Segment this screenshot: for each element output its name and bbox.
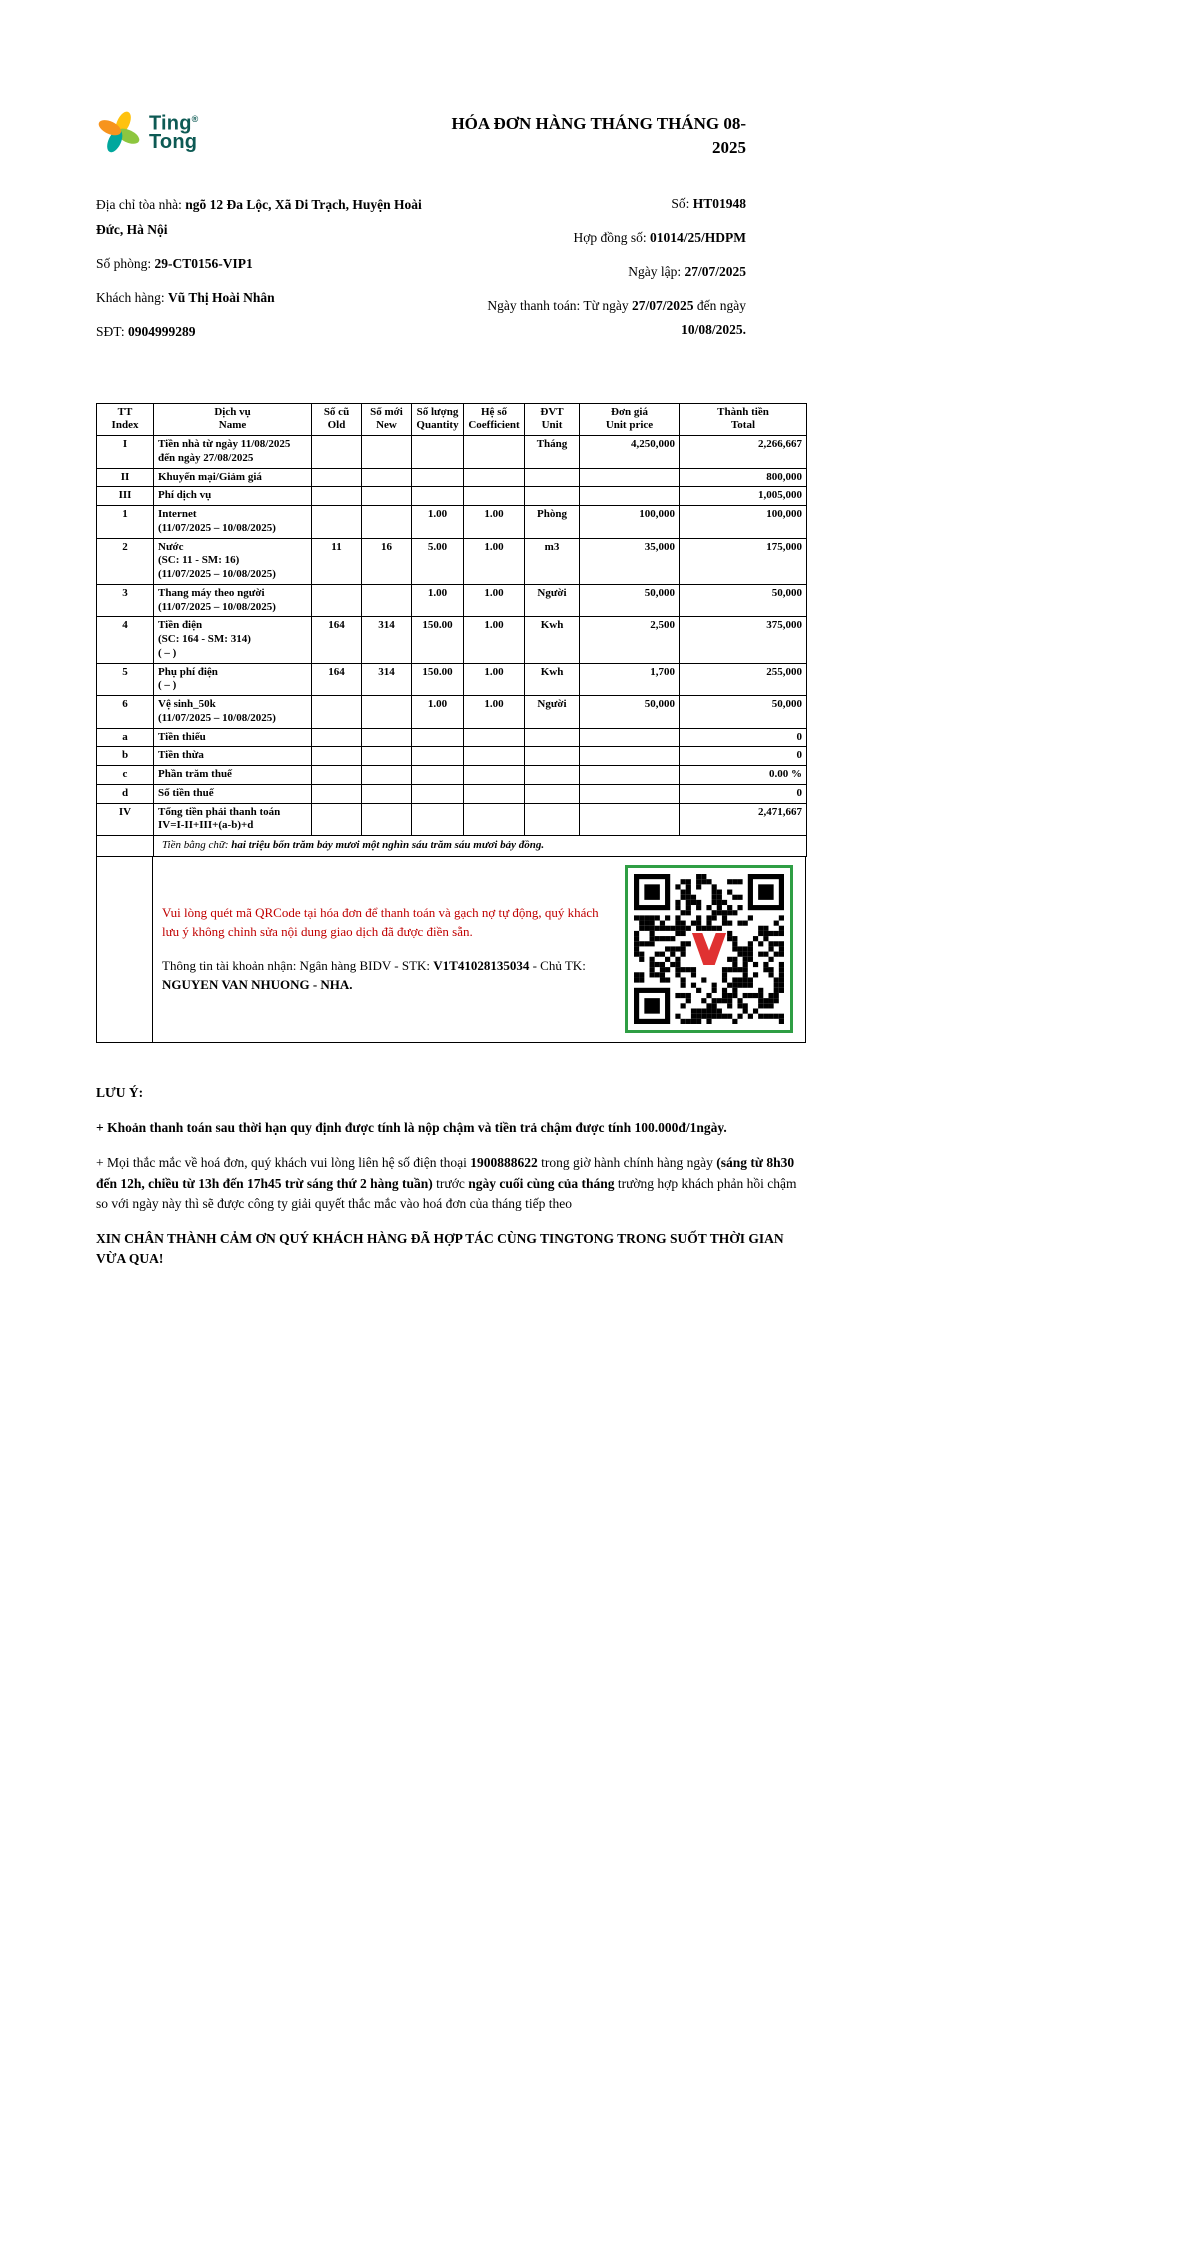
cell-old xyxy=(312,436,362,469)
payment-period: Ngày thanh toán: Từ ngày 27/07/2025 đến ngày 10/08/2025. xyxy=(487,297,746,337)
cell-unit: Người xyxy=(525,584,580,617)
invoice-row-1 xyxy=(97,506,807,539)
invoice-row-b xyxy=(97,747,807,766)
cell-index: 3 xyxy=(97,584,154,617)
cell-quantity xyxy=(412,803,464,836)
cell-total: 1,005,000 xyxy=(680,487,807,506)
cell-quantity: 1.00 xyxy=(412,696,464,729)
column-header: ĐVT Unit xyxy=(525,403,580,436)
column-header: Thành tiền Total xyxy=(680,403,807,436)
cell-old: 164 xyxy=(312,663,362,696)
cell-coefficient: 1.00 xyxy=(464,538,525,584)
cell-quantity xyxy=(412,747,464,766)
cell-old xyxy=(312,468,362,487)
column-header: Số cũ Old xyxy=(312,403,362,436)
cell-index: 5 xyxy=(97,663,154,696)
cell-unit_price: 1,700 xyxy=(580,663,680,696)
cell-unit_price: 4,250,000 xyxy=(580,436,680,469)
cell-new xyxy=(362,803,412,836)
cell-new xyxy=(362,747,412,766)
column-header: Hệ số Coefficient xyxy=(464,403,525,436)
brand-name-bottom: Tong xyxy=(149,131,198,154)
cell-name: Tiền thiếu xyxy=(154,728,312,747)
cell-name: Số tiền thuế xyxy=(154,784,312,803)
cell-old xyxy=(312,784,362,803)
payment-left-spacer xyxy=(97,857,153,1042)
cell-unit: Tháng xyxy=(525,436,580,469)
invoice-row-I xyxy=(97,436,807,469)
cell-total: 0 xyxy=(680,784,807,803)
cell-index: c xyxy=(97,766,154,785)
invoice-table xyxy=(96,403,807,857)
invoice-table-body xyxy=(97,436,807,857)
tingtong-flower-icon xyxy=(96,108,142,154)
cell-quantity xyxy=(412,728,464,747)
brand-name-top-line xyxy=(149,110,199,134)
trademark-symbol: ® xyxy=(191,113,199,124)
cell-coefficient: 1.00 xyxy=(464,584,525,617)
cell-index: 4 xyxy=(97,617,154,663)
column-header: Dịch vụ Name xyxy=(154,403,312,436)
cell-new xyxy=(362,696,412,729)
cell-total: 175,000 xyxy=(680,538,807,584)
cell-new xyxy=(362,728,412,747)
cell-index: d xyxy=(97,784,154,803)
room-number: Số phòng: 29-CT0156-VIP1 xyxy=(96,255,253,271)
cell-unit_price: 2,500 xyxy=(580,617,680,663)
cell-quantity xyxy=(412,436,464,469)
cell-name: Tiền điện (SC: 164 - SM: 314) ( – ) xyxy=(154,617,312,663)
invoice-row-d xyxy=(97,784,807,803)
cell-quantity: 150.00 xyxy=(412,617,464,663)
cell-index: 6 xyxy=(97,696,154,729)
payment-section xyxy=(96,857,806,1043)
cell-unit_price xyxy=(580,487,680,506)
cell-unit: Kwh xyxy=(525,617,580,663)
cell-unit xyxy=(525,803,580,836)
invoice-table-header xyxy=(97,403,807,436)
cell-unit_price: 100,000 xyxy=(580,506,680,539)
cell-coefficient xyxy=(464,803,525,836)
issue-date: Ngày lập: 27/07/2025 xyxy=(628,263,746,279)
invoice-row-4 xyxy=(97,617,807,663)
cell-unit xyxy=(525,747,580,766)
cell-new xyxy=(362,468,412,487)
cell-coefficient: 1.00 xyxy=(464,696,525,729)
cell-unit_price: 50,000 xyxy=(580,696,680,729)
cell-name: Vệ sinh_50k (11/07/2025 – 10/08/2025) xyxy=(154,696,312,729)
cell-total: 800,000 xyxy=(680,468,807,487)
cell-empty xyxy=(97,836,154,857)
cell-index: 2 xyxy=(97,538,154,584)
cell-name: Khuyến mại/Giảm giá xyxy=(154,468,312,487)
invoice-row-2 xyxy=(97,538,807,584)
cell-quantity: 150.00 xyxy=(412,663,464,696)
cell-new xyxy=(362,506,412,539)
account-info-text: Thông tin tài khoản nhận: Ngân hàng BIDV - STK: V1T41028135034 - Chủ TK: NGUYEN VAN NHUONG - NHA. xyxy=(162,958,586,993)
cell-index: IV xyxy=(97,803,154,836)
invoice-row-5 xyxy=(97,663,807,696)
cell-quantity: 5.00 xyxy=(412,538,464,584)
cell-old xyxy=(312,506,362,539)
contract-number: Hợp đồng số: 01014/25/HDPM xyxy=(573,229,746,245)
cell-old: 11 xyxy=(312,538,362,584)
cell-coefficient: 1.00 xyxy=(464,663,525,696)
cell-unit xyxy=(525,766,580,785)
cell-unit_price xyxy=(580,468,680,487)
cell-new xyxy=(362,487,412,506)
cell-name: Tiền thừa xyxy=(154,747,312,766)
cell-unit_price xyxy=(580,766,680,785)
cell-old xyxy=(312,487,362,506)
qr-code-frame xyxy=(625,865,793,1033)
cell-total: 100,000 xyxy=(680,506,807,539)
invoice-meta xyxy=(478,192,746,353)
brand-name-top: Ting xyxy=(149,112,192,135)
cell-unit xyxy=(525,728,580,747)
cell-old xyxy=(312,766,362,785)
document-header xyxy=(96,108,746,160)
invoice-number: Số: HT01948 xyxy=(671,195,746,211)
cell-total: 0 xyxy=(680,747,807,766)
cell-unit_price xyxy=(580,784,680,803)
cell-coefficient xyxy=(464,747,525,766)
cell-unit_price: 35,000 xyxy=(580,538,680,584)
cell-total: 0.00 % xyxy=(680,766,807,785)
cell-new: 314 xyxy=(362,663,412,696)
cell-old: 164 xyxy=(312,617,362,663)
cell-name: Tiền nhà từ ngày 11/08/2025 đến ngày 27/08/2025 xyxy=(154,436,312,469)
late-payment-note: + Khoản thanh toán sau thời hạn quy định được tính là nộp chậm và tiền trả chậm được tính 100.000đ/1ngày. xyxy=(96,1120,727,1136)
cell-unit: m3 xyxy=(525,538,580,584)
cell-coefficient xyxy=(464,784,525,803)
amount-in-words: Tiền bằng chữ: hai triệu bốn trăm bảy mươi một nghìn sáu trăm sáu mươi bảy đồng. xyxy=(154,836,807,857)
cell-unit_price xyxy=(580,747,680,766)
brand-name xyxy=(149,110,199,153)
invoice-row-III xyxy=(97,487,807,506)
cell-old xyxy=(312,696,362,729)
invoice-row-6 xyxy=(97,696,807,729)
cell-index: III xyxy=(97,487,154,506)
cell-coefficient xyxy=(464,436,525,469)
column-header: Số lượng Quantity xyxy=(412,403,464,436)
qr-instruction-text: Vui lòng quét mã QRCode tại hóa đơn để thanh toán và gạch nợ tự động, quý khách lưu ý không chỉnh sửa nội dung giao dịch đã được điền sẵn. xyxy=(162,904,599,939)
cell-new xyxy=(362,436,412,469)
column-header: TT Index xyxy=(97,403,154,436)
cell-index: I xyxy=(97,436,154,469)
cell-new: 314 xyxy=(362,617,412,663)
cell-total: 2,266,667 xyxy=(680,436,807,469)
cell-coefficient xyxy=(464,468,525,487)
cell-unit xyxy=(525,468,580,487)
invoice-row-a xyxy=(97,728,807,747)
cell-unit_price: 50,000 xyxy=(580,584,680,617)
cell-new xyxy=(362,766,412,785)
cell-unit xyxy=(525,487,580,506)
cell-old xyxy=(312,747,362,766)
qr-code-image xyxy=(634,874,784,1024)
cell-name: Thang máy theo người (11/07/2025 – 10/08/2025) xyxy=(154,584,312,617)
cell-total: 50,000 xyxy=(680,584,807,617)
column-header: Đơn giá Unit price xyxy=(580,403,680,436)
invoice-row-c xyxy=(97,766,807,785)
cell-name: Nước (SC: 11 - SM: 16) (11/07/2025 – 10/08/2025) xyxy=(154,538,312,584)
cell-index: 1 xyxy=(97,506,154,539)
notes-section xyxy=(96,1083,806,1270)
cell-index: a xyxy=(97,728,154,747)
cell-total: 0 xyxy=(680,728,807,747)
hotline-note: + Mọi thắc mắc về hoá đơn, quý khách vui lòng liên hệ số điện thoại 1900888622 trong giờ hành chính hàng ngày (sáng từ 8h30 đến 12h, chiều từ 13h đến 17h45 trừ sáng thứ 2 hàng tuần) trước ngày cuối cùng của tháng trường hợp khách phản hồi chậm so với ngày này thì sẽ được công ty giải quyết thắc mắc vào hoá đơn của tháng tiếp theo xyxy=(96,1155,797,1211)
invoice-title: HÓA ĐƠN HÀNG THÁNG THÁNG 08-2025 xyxy=(451,114,746,157)
amount-in-words-row xyxy=(97,836,807,857)
cell-old xyxy=(312,584,362,617)
cell-quantity: 1.00 xyxy=(412,506,464,539)
cell-coefficient: 1.00 xyxy=(464,617,525,663)
column-header: Số mới New xyxy=(362,403,412,436)
cell-index: II xyxy=(97,468,154,487)
cell-index: b xyxy=(97,747,154,766)
cell-name: Internet (11/07/2025 – 10/08/2025) xyxy=(154,506,312,539)
invoice-row-IV xyxy=(97,803,807,836)
cell-quantity xyxy=(412,784,464,803)
cell-total: 255,000 xyxy=(680,663,807,696)
notes-title: LƯU Ý: xyxy=(96,1084,144,1100)
building-address: Địa chỉ tòa nhà: ngõ 12 Đa Lộc, Xã Di Trạch, Huyện Hoài Đức, Hà Nội xyxy=(96,196,422,237)
cell-unit: Phòng xyxy=(525,506,580,539)
cell-new xyxy=(362,784,412,803)
cell-old xyxy=(312,728,362,747)
cell-quantity xyxy=(412,468,464,487)
thank-you-note: XIN CHÂN THÀNH CẢM ƠN QUÝ KHÁCH HÀNG ĐÃ HỢP TÁC CÙNG TINGTONG TRONG SUỐT THỜI GIAN VỪA QUA! xyxy=(96,1231,784,1267)
cell-unit_price xyxy=(580,803,680,836)
cell-name: Phí dịch vụ xyxy=(154,487,312,506)
cell-unit: Kwh xyxy=(525,663,580,696)
invoice-row-II xyxy=(97,468,807,487)
cell-coefficient: 1.00 xyxy=(464,506,525,539)
cell-total: 375,000 xyxy=(680,617,807,663)
cell-coefficient xyxy=(464,487,525,506)
cell-new xyxy=(362,584,412,617)
invoice-row-3 xyxy=(97,584,807,617)
cell-coefficient xyxy=(464,728,525,747)
cell-unit: Người xyxy=(525,696,580,729)
customer-name: Khách hàng: Vũ Thị Hoài Nhân xyxy=(96,289,275,305)
customer-info xyxy=(96,192,448,353)
cell-total: 2,471,667 xyxy=(680,803,807,836)
cell-name: Phụ phí điện ( – ) xyxy=(154,663,312,696)
table-header-row xyxy=(97,403,807,436)
cell-coefficient xyxy=(464,766,525,785)
cell-total: 50,000 xyxy=(680,696,807,729)
cell-name: Phần trăm thuế xyxy=(154,766,312,785)
cell-unit xyxy=(525,784,580,803)
tingtong-logo xyxy=(96,108,199,154)
payment-instructions xyxy=(153,857,625,1042)
invoice-info xyxy=(96,192,746,353)
cell-name: Tổng tiền phải thanh toán IV=I-II+III+(a-b)+d xyxy=(154,803,312,836)
customer-phone: SĐT: 0904999289 xyxy=(96,323,196,339)
top-block xyxy=(96,108,746,353)
cell-quantity: 1.00 xyxy=(412,584,464,617)
cell-quantity xyxy=(412,766,464,785)
cell-quantity xyxy=(412,487,464,506)
cell-new: 16 xyxy=(362,538,412,584)
cell-old xyxy=(312,803,362,836)
cell-unit_price xyxy=(580,728,680,747)
